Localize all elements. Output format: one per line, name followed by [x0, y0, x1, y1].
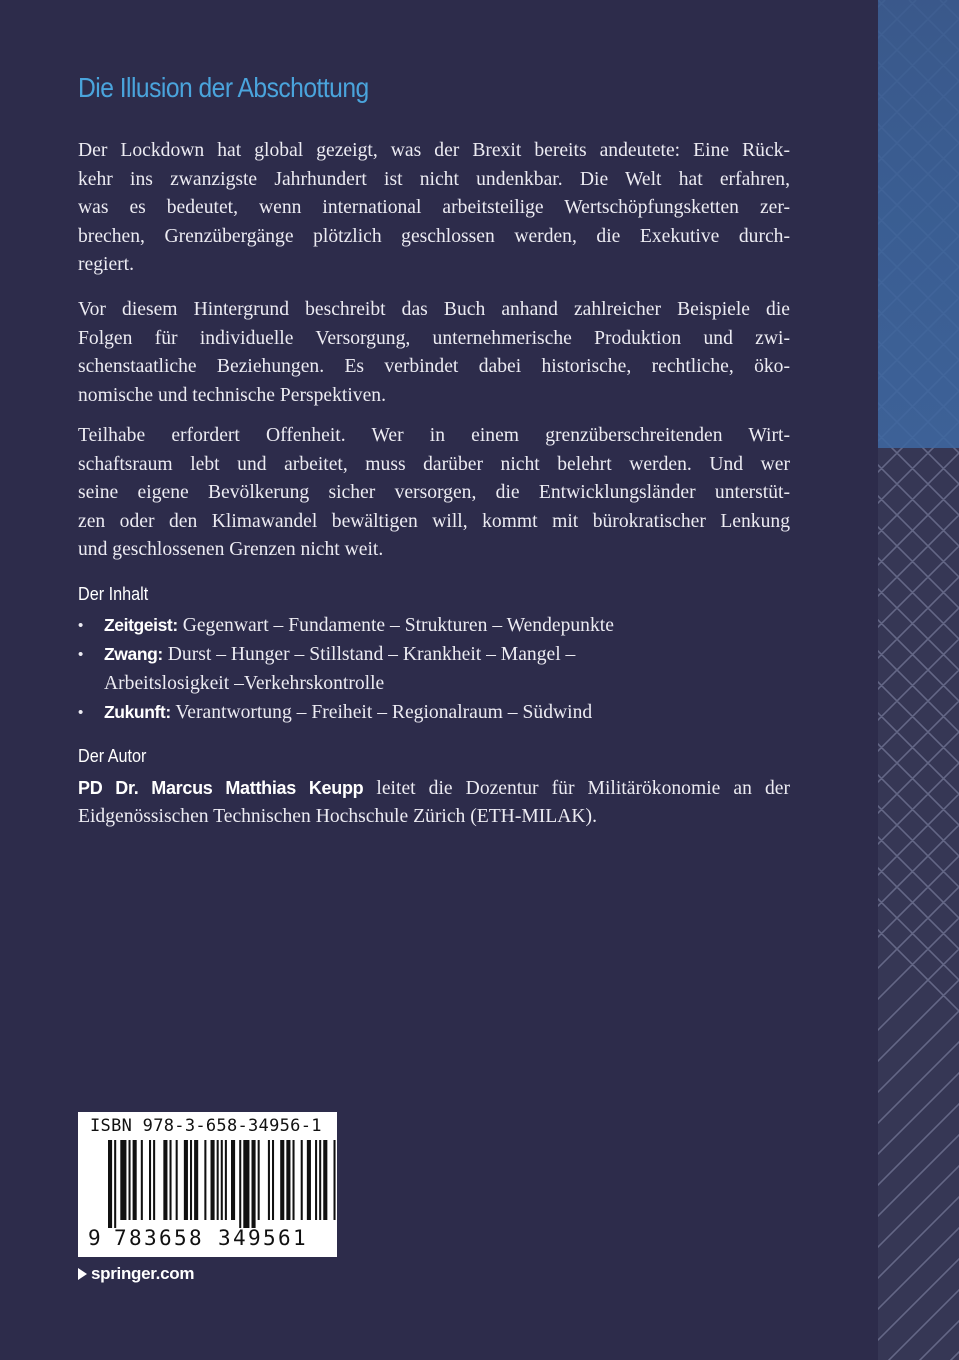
- paragraph-3: [78, 422, 790, 565]
- item-text: Durst – Hunger – Stillstand – Krankheit – Mangel –: [167, 644, 576, 665]
- barcode-bar: [280, 1140, 284, 1220]
- item-text-continuation: Arbeitslosigkeit –Verkehrskontrolle: [104, 673, 385, 694]
- barcode-bar: [129, 1140, 131, 1220]
- ean-digits: [78, 1226, 337, 1252]
- barcode-bar: [204, 1140, 206, 1220]
- ean-digit: 9: [248, 1226, 261, 1250]
- ean-digit: 3: [144, 1226, 157, 1250]
- arrow-right-icon: [78, 1268, 87, 1280]
- barcode-bar: [108, 1140, 112, 1228]
- text-line: schaftsraum lebt und arbeitet, muss darüber nicht belehrt werden. Und wer: [78, 453, 790, 475]
- text-line: zen oder den Klimawandel bewältigen will, kommt mit bürokratischer Lenkung: [78, 510, 790, 532]
- contents-list: [78, 611, 790, 727]
- text-line: Eidgenössischen Technischen Hochschule Zürich (ETH-MILAK).: [78, 805, 597, 827]
- ean-digit: 1: [293, 1226, 306, 1250]
- item-text: Verantwortung – Freiheit – Regionalraum – Südwind: [175, 702, 593, 723]
- barcode-bar: [252, 1140, 256, 1228]
- book-title: Die Illusion der Abschottung: [78, 72, 369, 103]
- text-line: Folgen für individuelle Versorgung, unternehmerische Produktion und zwi-: [78, 327, 790, 349]
- text-line: nomische und technische Perspektiven.: [78, 384, 386, 406]
- barcode-bar: [301, 1140, 303, 1220]
- bullet-icon: •: [78, 646, 84, 663]
- barcode-bar: [293, 1140, 295, 1220]
- ean-digit: 8: [189, 1226, 202, 1250]
- barcode-bar: [114, 1140, 116, 1228]
- text-line: was es bedeutet, wenn international arbeitsteilige Wertschöpfungsketten zer-: [78, 197, 790, 218]
- ean-digit: 6: [278, 1226, 291, 1250]
- barcode-bar: [133, 1140, 137, 1220]
- barcode-bar: [286, 1140, 290, 1220]
- barcode-bar: [217, 1140, 219, 1220]
- barcode-bar: [184, 1140, 188, 1220]
- text-line: schenstaatliche Beziehungen. Es verbindet dabei historische, rechtliche, öko-: [78, 356, 790, 377]
- ean-digit: 5: [174, 1226, 187, 1250]
- barcode-bar: [141, 1140, 143, 1220]
- ean-digit: 5: [263, 1226, 276, 1250]
- list-item: [78, 640, 790, 698]
- barcode-bar: [239, 1140, 241, 1228]
- item-text: Gegenwart – Fundamente – Strukturen – Wendepunkte: [182, 615, 614, 636]
- ean-digit: 6: [159, 1226, 172, 1250]
- text-line: Teilhabe erfordert Offenheit. Wer in einem grenzüberschreitenden Wirt-: [78, 425, 790, 446]
- barcode-bar: [163, 1140, 167, 1220]
- item-term: Zwang:: [104, 644, 163, 664]
- bullet-icon: •: [78, 704, 84, 721]
- barcode-bar: [176, 1140, 178, 1220]
- barcode-bar: [315, 1140, 317, 1220]
- barcode-bar: [153, 1140, 155, 1220]
- author-text: leitet die Dozentur für Militärökonomie an der: [376, 778, 790, 799]
- text-line: Der Lockdown hat global gezeigt, was der Brexit bereits andeutete: Eine Rück-: [78, 140, 790, 161]
- barcode-bars: [78, 1140, 337, 1230]
- text-line: und geschlossenen Grenzen nicht weit.: [78, 539, 384, 560]
- barcode-bar: [120, 1140, 126, 1220]
- ean-digit: 9: [88, 1226, 101, 1250]
- barcode-bar: [149, 1140, 151, 1220]
- barcode-bar: [272, 1140, 274, 1220]
- text-line: regiert.: [78, 254, 135, 275]
- barcode-bar: [194, 1140, 198, 1220]
- author-paragraph: [78, 774, 790, 831]
- isbn-barcode: [78, 1112, 337, 1257]
- ean-digit: 3: [218, 1226, 231, 1250]
- author-name: PD Dr. Marcus Matthias Keupp: [78, 778, 364, 798]
- barcode-bar: [258, 1140, 260, 1220]
- barcode-bar: [319, 1140, 321, 1220]
- ean-digit: 4: [233, 1226, 246, 1250]
- barcode-bar: [170, 1140, 172, 1220]
- publisher-url: springer.com: [91, 1264, 195, 1283]
- list-item: [78, 611, 790, 640]
- publisher-link[interactable]: [78, 1264, 194, 1284]
- contents-heading: Der Inhalt: [78, 584, 149, 604]
- isbn-label: ISBN 978-3-658-34956-1: [90, 1116, 322, 1136]
- item-term: Zeitgeist:: [104, 615, 178, 635]
- ean-digit: 7: [114, 1226, 127, 1250]
- barcode-bar: [231, 1140, 235, 1220]
- barcode-bar: [211, 1140, 215, 1220]
- barcode-bar: [307, 1140, 311, 1220]
- barcode-bar: [323, 1140, 327, 1220]
- bullet-icon: •: [78, 617, 84, 634]
- text-line: seine eigene Bevölkerung sicher versorgen, die Entwicklungsländer unterstüt-: [78, 482, 790, 503]
- text-line: brechen, Grenzübergänge plötzlich geschlossen werden, die Exekutive durch-: [78, 225, 790, 247]
- ean-digit: 8: [129, 1226, 142, 1250]
- text-line: [78, 774, 790, 803]
- list-item: [78, 698, 790, 727]
- item-term: Zukunft:: [104, 702, 171, 722]
- barcode-bar: [334, 1140, 336, 1220]
- barcode-bar: [243, 1140, 249, 1228]
- text-line: Vor diesem Hintergrund beschreibt das Buch anhand zahlreicher Beispiele die: [78, 299, 790, 320]
- barcode-bar: [225, 1140, 227, 1220]
- barcode-bar: [268, 1140, 270, 1220]
- barcode-bar: [190, 1140, 192, 1220]
- author-heading: Der Autor: [78, 746, 147, 766]
- barcode-bar: [221, 1140, 223, 1220]
- paragraph-2: [78, 296, 790, 410]
- text-line: kehr ins zwanzigste Jahrhundert ist nicht undenkbar. Die Welt hat erfahren,: [78, 168, 790, 190]
- paragraph-1: [78, 137, 790, 280]
- blue-accent-band: [878, 0, 959, 448]
